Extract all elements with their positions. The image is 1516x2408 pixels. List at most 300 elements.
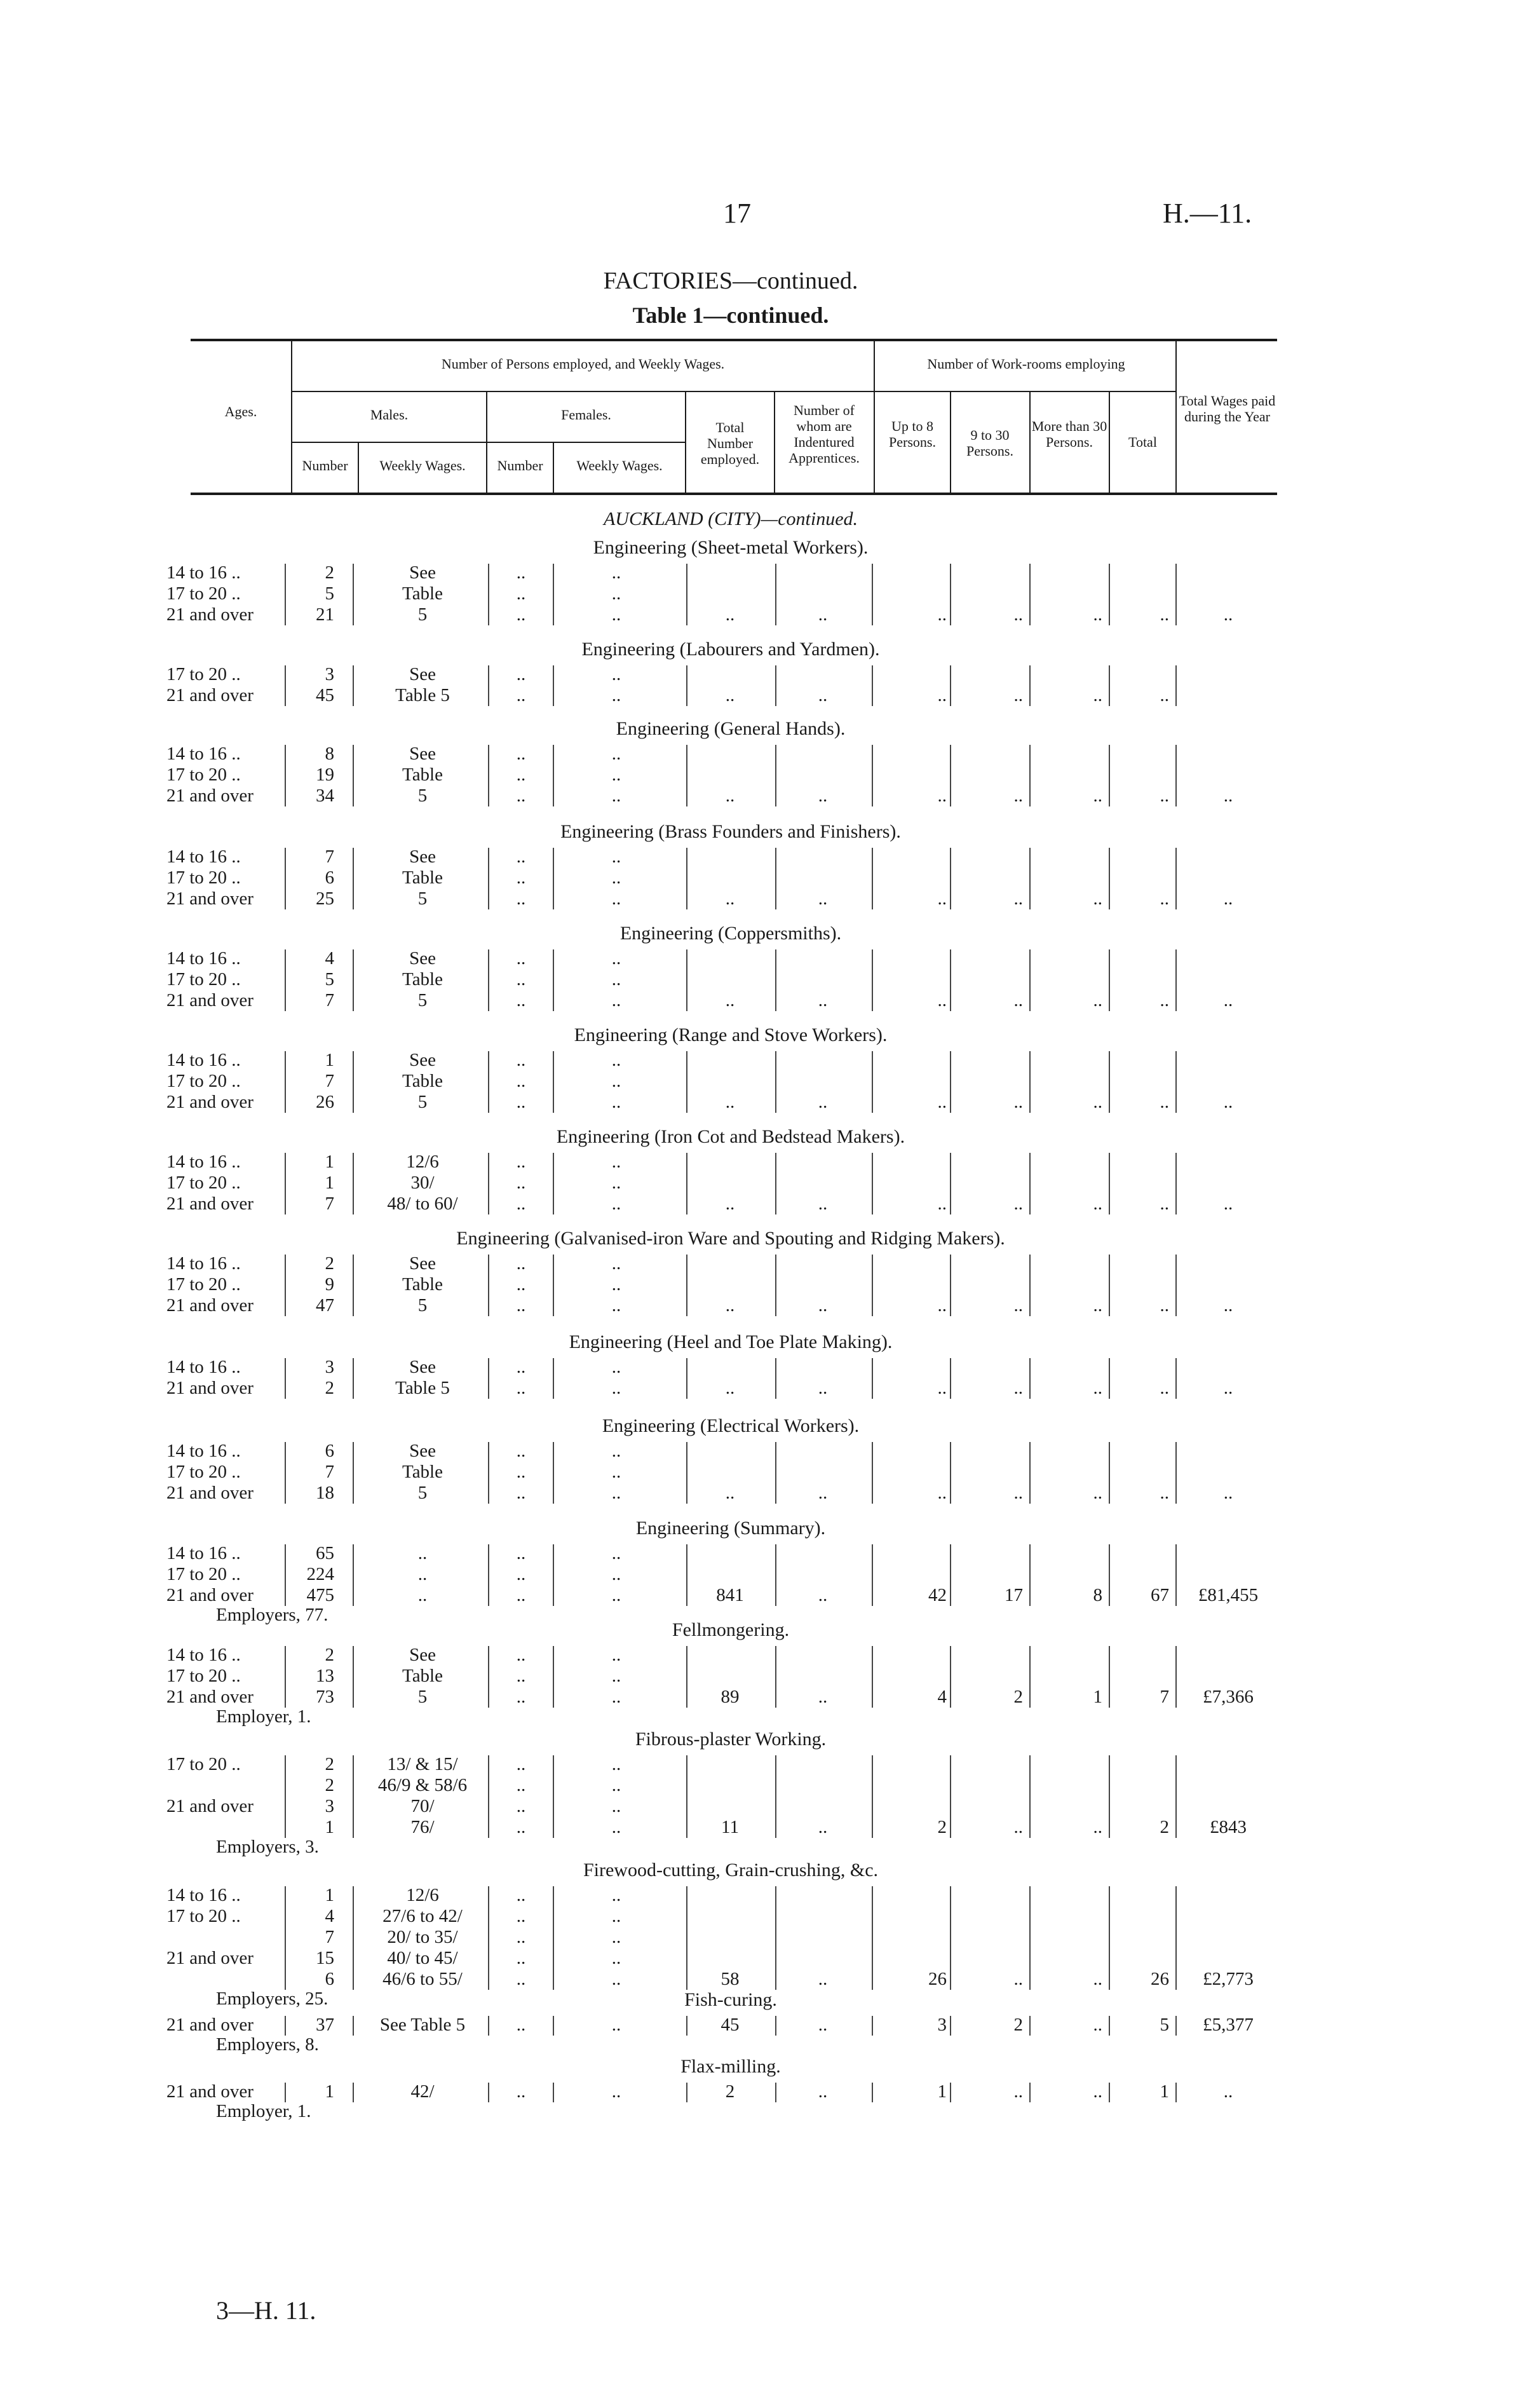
male-wages-cell: 13/ & 15/ <box>387 1754 458 1774</box>
total-employed-cell: .. <box>725 604 735 625</box>
age-cell: 17 to 20 .. <box>166 1173 241 1193</box>
male-wages-cell: .. <box>417 1543 428 1563</box>
column-divider <box>872 1646 873 1708</box>
column-divider <box>775 1051 776 1113</box>
column-divider <box>775 1153 776 1214</box>
age-cell: 17 to 20 .. <box>166 765 241 785</box>
total-employed-cell: 841 <box>716 1585 744 1605</box>
column-divider <box>950 1755 951 1838</box>
nine-to-30-cell: .. <box>1013 990 1023 1010</box>
female-wages-cell: .. <box>611 786 621 806</box>
female-wages-cell: .. <box>611 604 621 625</box>
female-wages-cell: .. <box>611 1885 621 1905</box>
female-wages-cell: .. <box>611 990 621 1010</box>
age-cell: 17 to 20 .. <box>166 1274 241 1295</box>
female-number-cell: .. <box>516 867 526 888</box>
workroom-total-cell: .. <box>1160 888 1169 909</box>
apprentices-cell: .. <box>818 1194 828 1214</box>
more-than-30-cell: .. <box>1093 604 1102 625</box>
female-number-cell: .. <box>516 664 526 684</box>
apprentices-cell: .. <box>818 1295 828 1316</box>
column-divider <box>950 949 951 1011</box>
header-workrooms-rule <box>874 391 1175 392</box>
female-wages-cell: .. <box>611 1687 621 1707</box>
column-divider <box>285 2016 286 2036</box>
workroom-total-cell: 2 <box>1160 1817 1169 1837</box>
female-number-cell: .. <box>516 847 526 867</box>
male-wages-cell: Table <box>402 1462 443 1482</box>
column-divider <box>872 2083 873 2102</box>
column-divider <box>1109 1051 1110 1113</box>
up-to-8-cell: .. <box>937 888 947 909</box>
female-number-cell: .. <box>516 1969 526 1989</box>
male-number-cell: 1 <box>325 1817 334 1837</box>
age-cell: 14 to 16 .. <box>166 948 241 969</box>
column-divider <box>775 2016 776 2036</box>
more-than-30-cell: .. <box>1093 1378 1102 1398</box>
total-employed-cell: 11 <box>721 1817 739 1837</box>
age-cell: 17 to 20 .. <box>166 1462 241 1482</box>
column-divider <box>686 665 687 706</box>
up-to-8-cell: .. <box>937 1483 947 1503</box>
age-cell: 21 and over <box>166 786 254 806</box>
male-number-cell: 13 <box>316 1666 334 1686</box>
age-cell: 14 to 16 .. <box>166 744 241 764</box>
male-wages-cell: .. <box>417 1564 428 1584</box>
column-divider <box>950 2016 951 2036</box>
female-number-cell: .. <box>516 2081 526 2102</box>
column-divider <box>775 2083 776 2102</box>
column-divider <box>1175 564 1177 625</box>
total-employed-cell: .. <box>725 888 735 909</box>
male-wages-cell: 48/ to 60/ <box>387 1194 458 1214</box>
female-wages-cell: .. <box>611 1754 621 1774</box>
female-wages-cell: .. <box>611 583 621 604</box>
female-wages-cell: .. <box>611 1050 621 1070</box>
age-cell: 14 to 16 .. <box>166 1645 241 1665</box>
male-wages-cell: See <box>409 1645 436 1665</box>
up-to-8-cell: .. <box>937 1378 947 1398</box>
section-title: Engineering (Galvanised-iron Ware and Spouting and Ridging Makers). <box>456 1228 1005 1249</box>
male-number-cell: 21 <box>316 604 334 625</box>
up-to-8-cell: .. <box>937 990 947 1010</box>
section-title: Firewood-cutting, Grain-crushing, &c. <box>583 1860 879 1881</box>
column-divider <box>285 1153 286 1214</box>
employers-note: Employers, 77. <box>216 1605 328 1625</box>
female-wages-cell: .. <box>611 1378 621 1398</box>
male-wages-cell: .. <box>417 1585 428 1605</box>
header-workroom-total: Total <box>1128 434 1157 450</box>
female-number-cell: .. <box>516 1687 526 1707</box>
column-divider <box>285 2083 286 2102</box>
column-divider <box>1109 848 1110 909</box>
column-divider <box>285 949 286 1011</box>
male-number-cell: 7 <box>325 1194 334 1214</box>
column-divider <box>872 949 873 1011</box>
female-wages-cell: .. <box>611 1585 621 1605</box>
female-wages-cell: .. <box>611 969 621 990</box>
male-number-cell: 7 <box>325 1462 334 1482</box>
column-divider <box>950 1255 951 1316</box>
male-wages-cell: Table <box>402 1666 443 1686</box>
male-number-cell: 25 <box>316 888 334 909</box>
column-divider <box>1029 848 1031 909</box>
column-divider <box>775 1544 776 1606</box>
section-title: Fish-curing. <box>684 1989 777 2010</box>
header-more-than-30: More than 30 Persons. <box>1031 418 1107 450</box>
column-divider <box>553 1255 554 1316</box>
column-divider <box>872 1051 873 1113</box>
column-divider <box>1109 949 1110 1011</box>
employers-note: Employer, 1. <box>216 1706 311 1727</box>
column-divider <box>285 1358 286 1399</box>
workroom-total-cell: 67 <box>1151 1585 1169 1605</box>
age-cell: 21 and over <box>166 990 254 1010</box>
male-wages-cell: See <box>409 948 436 969</box>
column-divider <box>950 1886 951 1990</box>
male-wages-cell: 5 <box>417 888 428 909</box>
female-wages-cell: .. <box>611 1543 621 1563</box>
column-divider <box>1175 949 1177 1011</box>
up-to-8-cell: .. <box>937 604 947 625</box>
age-cell: 21 and over <box>166 1687 254 1707</box>
column-divider <box>1029 1442 1031 1504</box>
column-divider <box>686 2083 687 2102</box>
male-wages-cell: 30/ <box>410 1173 435 1193</box>
column-divider <box>553 1544 554 1606</box>
age-cell: 21 and over <box>166 1948 254 1968</box>
table-heading: Table 1—continued. <box>632 303 829 328</box>
header-total-wages: Total Wages paid during the Year <box>1179 393 1276 425</box>
age-cell: 14 to 16 .. <box>166 562 241 583</box>
column-divider <box>872 1442 873 1504</box>
apprentices-cell: .. <box>818 990 828 1010</box>
column-divider <box>686 1051 687 1113</box>
age-cell: 21 and over <box>166 2015 254 2035</box>
more-than-30-cell: .. <box>1093 2015 1102 2035</box>
total-wages-cell: £81,455 <box>1198 1585 1259 1605</box>
age-cell: 17 to 20 .. <box>166 583 241 604</box>
male-number-cell: 2 <box>325 1645 334 1665</box>
female-wages-cell: .. <box>611 1775 621 1795</box>
female-number-cell: .. <box>516 1564 526 1584</box>
up-to-8-cell: .. <box>937 685 947 705</box>
column-divider <box>1029 1051 1031 1113</box>
up-to-8-cell: 4 <box>937 1687 947 1707</box>
more-than-30-cell: .. <box>1093 990 1102 1010</box>
workroom-total-cell: .. <box>1160 1194 1169 1214</box>
header-total-employed: Total Number employed. <box>700 419 760 467</box>
female-wages-cell: .. <box>611 765 621 785</box>
column-divider <box>686 1358 687 1399</box>
total-employed-cell: .. <box>725 1483 735 1503</box>
male-wages-cell: See <box>409 1357 436 1377</box>
total-wages-cell: .. <box>1223 1483 1233 1503</box>
column-divider <box>1109 1544 1110 1606</box>
male-wages-cell: See <box>409 664 436 684</box>
nine-to-30-cell: .. <box>1013 888 1023 909</box>
age-cell: 21 and over <box>166 888 254 909</box>
nine-to-30-cell: .. <box>1013 1969 1023 1989</box>
age-cell: 21 and over <box>166 685 254 705</box>
apprentices-cell: .. <box>818 888 828 909</box>
column-divider <box>553 848 554 909</box>
column-divider <box>775 564 776 625</box>
workroom-total-cell: .. <box>1160 685 1169 705</box>
page-number: 17 <box>723 198 751 229</box>
male-wages-cell: See <box>409 744 436 764</box>
column-divider <box>1109 1646 1110 1708</box>
column-divider <box>285 1051 286 1113</box>
column-divider <box>950 1442 951 1504</box>
column-divider <box>553 564 554 625</box>
column-divider <box>950 1646 951 1708</box>
male-wages-cell: 40/ to 45/ <box>387 1948 458 1968</box>
up-to-8-cell: .. <box>937 1295 947 1316</box>
male-number-cell: 7 <box>325 1927 334 1947</box>
total-wages-cell: .. <box>1223 604 1233 625</box>
column-divider <box>1175 1255 1177 1316</box>
female-number-cell: .. <box>516 1173 526 1193</box>
total-wages-cell: £7,366 <box>1203 1687 1254 1707</box>
female-number-cell: .. <box>516 1754 526 1774</box>
female-number-cell: .. <box>516 1194 526 1214</box>
column-divider <box>872 1255 873 1316</box>
female-wages-cell: .. <box>611 1948 621 1968</box>
header-divider <box>774 392 775 493</box>
column-divider <box>872 745 873 806</box>
column-divider <box>775 848 776 909</box>
column-divider <box>1029 2016 1031 2036</box>
age-cell: 17 to 20 .. <box>166 1071 241 1091</box>
up-to-8-cell: 1 <box>937 2081 947 2102</box>
male-wages-cell: 5 <box>417 990 428 1010</box>
apprentices-cell: .. <box>818 2015 828 2035</box>
column-divider <box>1175 1886 1177 1990</box>
total-wages-cell: .. <box>1223 888 1233 909</box>
total-employed-cell: .. <box>725 1378 735 1398</box>
section-title: Fellmongering. <box>672 1619 790 1640</box>
female-number-cell: .. <box>516 969 526 990</box>
more-than-30-cell: .. <box>1093 1483 1102 1503</box>
age-cell: 21 and over <box>166 1796 254 1816</box>
section-title: Engineering (Brass Founders and Finishers). <box>560 821 901 842</box>
column-divider <box>1175 1544 1177 1606</box>
male-number-cell: 2 <box>325 1253 334 1274</box>
male-number-cell: 1 <box>325 1152 334 1172</box>
male-number-cell: 2 <box>325 562 334 583</box>
workroom-total-cell: .. <box>1160 1092 1169 1112</box>
male-number-cell: 8 <box>325 744 334 764</box>
section-title: Engineering (Coppersmiths). <box>619 923 842 944</box>
female-number-cell: .. <box>516 1927 526 1947</box>
total-wages-cell: .. <box>1223 1194 1233 1214</box>
female-number-cell: .. <box>516 1050 526 1070</box>
header-workrooms: Number of Work-rooms employing <box>927 356 1125 372</box>
female-wages-cell: .. <box>611 1564 621 1584</box>
male-wages-cell: See <box>409 562 436 583</box>
male-wages-cell: 5 <box>417 1092 428 1112</box>
column-divider <box>553 2083 554 2102</box>
header-male-number: Number <box>302 458 348 473</box>
workroom-total-cell: .. <box>1160 1295 1169 1316</box>
column-divider <box>950 1051 951 1113</box>
male-wages-cell: 46/9 & 58/6 <box>377 1775 468 1795</box>
header-males: Males. <box>370 407 409 423</box>
male-number-cell: 3 <box>325 1796 334 1816</box>
nine-to-30-cell: .. <box>1013 1483 1023 1503</box>
section-title: Engineering (Heel and Toe Plate Making). <box>569 1331 893 1352</box>
header-male-wages: Weekly Wages. <box>379 458 466 473</box>
employers-note: Employer, 1. <box>216 2101 311 2121</box>
header-ages: Ages. <box>224 404 257 419</box>
column-divider <box>1175 745 1177 806</box>
male-number-cell: 2 <box>325 1754 334 1774</box>
nine-to-30-cell: 2 <box>1013 1687 1023 1707</box>
column-divider <box>1109 665 1110 706</box>
apprentices-cell: .. <box>818 1092 828 1112</box>
column-divider <box>553 665 554 706</box>
male-wages-cell: 5 <box>417 604 428 625</box>
female-number-cell: .. <box>516 1666 526 1686</box>
nine-to-30-cell: .. <box>1013 2081 1023 2102</box>
nine-to-30-cell: .. <box>1013 1092 1023 1112</box>
male-number-cell: 5 <box>325 583 334 604</box>
column-divider <box>775 1255 776 1316</box>
male-wages-cell: See <box>409 1441 436 1461</box>
header-female-wages: Weekly Wages. <box>576 458 663 473</box>
age-cell: 21 and over <box>166 1295 254 1316</box>
female-number-cell: .. <box>516 1378 526 1398</box>
column-divider <box>686 1646 687 1708</box>
column-divider <box>553 745 554 806</box>
column-divider <box>285 1886 286 1990</box>
up-to-8-cell: 26 <box>928 1969 947 1989</box>
apprentices-cell: .. <box>818 786 828 806</box>
female-wages-cell: .. <box>611 1483 621 1503</box>
female-number-cell: .. <box>516 990 526 1010</box>
header-divider <box>874 340 875 493</box>
workroom-total-cell: 7 <box>1160 1687 1169 1707</box>
male-number-cell: 6 <box>325 1969 334 1989</box>
male-number-cell: 26 <box>316 1092 334 1112</box>
male-wages-cell: 70/ <box>410 1796 435 1816</box>
column-divider <box>1109 564 1110 625</box>
female-number-cell: .. <box>516 1253 526 1274</box>
age-cell: 14 to 16 .. <box>166 1152 241 1172</box>
section-title: Engineering (General Hands). <box>616 718 846 739</box>
column-divider <box>285 1255 286 1316</box>
age-cell: 14 to 16 .. <box>166 1357 241 1377</box>
female-number-cell: .. <box>516 744 526 764</box>
male-wages-cell: 46/6 to 55/ <box>382 1969 463 1989</box>
column-divider <box>1109 1153 1110 1214</box>
male-number-cell: 6 <box>325 867 334 888</box>
up-to-8-cell: .. <box>937 1194 947 1214</box>
column-divider <box>1109 2083 1110 2102</box>
column-divider <box>775 949 776 1011</box>
female-wages-cell: .. <box>611 1173 621 1193</box>
column-divider <box>553 1646 554 1708</box>
female-number-cell: .. <box>516 1585 526 1605</box>
age-cell: 17 to 20 .. <box>166 867 241 888</box>
age-cell: 17 to 20 .. <box>166 664 241 684</box>
apprentices-cell: .. <box>818 1585 828 1605</box>
female-number-cell: .. <box>516 1071 526 1091</box>
female-number-cell: .. <box>516 1948 526 1968</box>
column-divider <box>775 1358 776 1399</box>
age-cell: 21 and over <box>166 2081 254 2102</box>
female-wages-cell: .. <box>611 1274 621 1295</box>
age-cell: 21 and over <box>166 1092 254 1112</box>
male-number-cell: 34 <box>316 786 334 806</box>
female-number-cell: .. <box>516 1441 526 1461</box>
column-divider <box>285 1544 286 1606</box>
section-title: Engineering (Range and Stove Workers). <box>574 1024 888 1045</box>
up-to-8-cell: 42 <box>928 1585 947 1605</box>
female-wages-cell: .. <box>611 744 621 764</box>
female-number-cell: .. <box>516 948 526 969</box>
nine-to-30-cell: .. <box>1013 604 1023 625</box>
column-divider <box>285 745 286 806</box>
female-number-cell: .. <box>516 1885 526 1905</box>
female-wages-cell: .. <box>611 1295 621 1316</box>
column-divider <box>872 848 873 909</box>
female-wages-cell: .. <box>611 1441 621 1461</box>
age-cell: 17 to 20 .. <box>166 1906 241 1926</box>
column-divider <box>1175 2083 1177 2102</box>
male-wages-cell: Table 5 <box>395 685 450 705</box>
male-wages-cell: 12/6 <box>406 1152 439 1172</box>
female-wages-cell: .. <box>611 1194 621 1214</box>
male-number-cell: 1 <box>325 2081 334 2102</box>
female-wages-cell: .. <box>611 847 621 867</box>
workroom-total-cell: .. <box>1160 1483 1169 1503</box>
total-employed-cell: .. <box>725 1295 735 1316</box>
total-employed-cell: .. <box>725 990 735 1010</box>
female-wages-cell: .. <box>611 1253 621 1274</box>
male-number-cell: 475 <box>306 1585 334 1605</box>
female-number-cell: .. <box>516 1274 526 1295</box>
total-wages-cell: £843 <box>1210 1817 1247 1837</box>
column-divider <box>872 1544 873 1606</box>
workroom-total-cell: 26 <box>1151 1969 1169 1989</box>
nine-to-30-cell: .. <box>1013 1194 1023 1214</box>
total-employed-cell: .. <box>725 1092 735 1112</box>
female-wages-cell: .. <box>611 685 621 705</box>
column-divider <box>775 1886 776 1990</box>
male-number-cell: 2 <box>325 1378 334 1398</box>
section-title: Engineering (Summary). <box>635 1518 826 1539</box>
column-divider <box>1109 745 1110 806</box>
female-number-cell: .. <box>516 1483 526 1503</box>
column-divider <box>686 1755 687 1838</box>
workroom-total-cell: .. <box>1160 604 1169 625</box>
male-wages-cell: 5 <box>417 1483 428 1503</box>
column-divider <box>1175 1051 1177 1113</box>
up-to-8-cell: 2 <box>937 1817 947 1837</box>
female-wages-cell: .. <box>611 888 621 909</box>
female-wages-cell: .. <box>611 1092 621 1112</box>
column-divider <box>775 1755 776 1838</box>
female-number-cell: .. <box>516 786 526 806</box>
male-number-cell: 6 <box>325 1441 334 1461</box>
column-divider <box>1109 2016 1110 2036</box>
column-divider <box>872 1755 873 1838</box>
workroom-total-cell: 5 <box>1160 2015 1169 2035</box>
column-divider <box>872 1886 873 1990</box>
total-wages-cell: .. <box>1223 1378 1233 1398</box>
